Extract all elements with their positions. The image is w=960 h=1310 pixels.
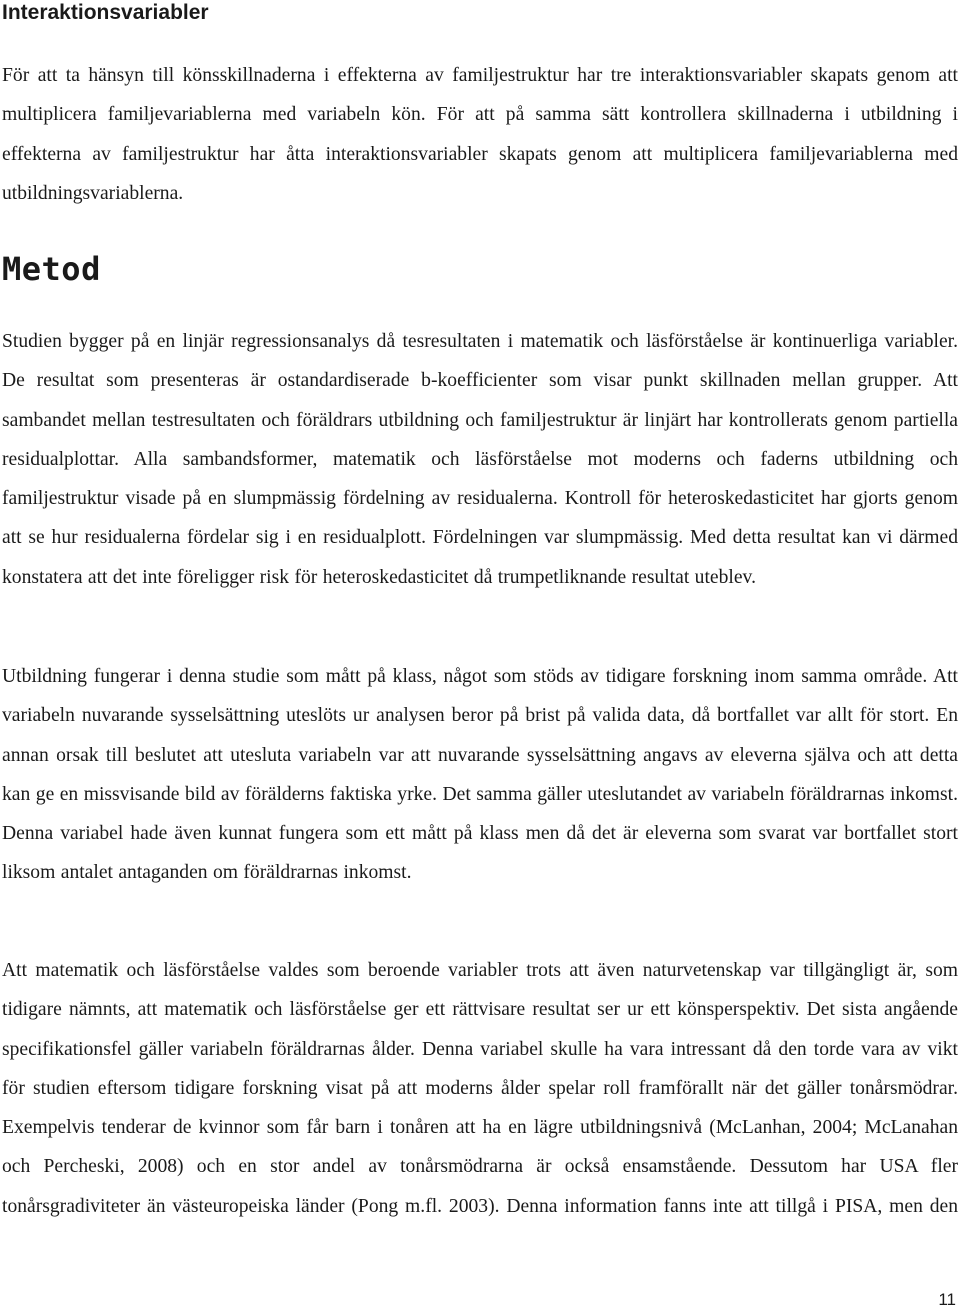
section-paragraph: För att ta hänsyn till könsskillnaderna i effekterna av familjestruktur har tre interaktionsvariabler skapats genom att multiplicera familjevariablerna med variabeln kön. För att på samma sätt kontrollera skillnaderna i utbildning i effekterna av familjestruktur har åtta interaktionsvariabler skapats genom att multiplicera familjevariablerna med utbildningsvariablerna. — [2, 65, 958, 204]
paragraph-method-3: Att matematik och läsförståelse valdes som beroende variabler trots att även naturvetenskap var tillgängligt är, som tidigare nämnts, att matematik och läsförståelse ger ett rättvisare resultat ser ur ett könsperspektiv. Det sista angående specifikationsfel gäller variabeln föräldrarnas ålder. Denna variabel skulle ha vara intressant då den torde vara av vikt för studien eftersom tidigare forskning visat på att moderns ålder spelar roll framförallt när det gäller tonårsmödrar. Exempelvis tenderar de kvinnor som får barn i tonåren att ha en lägre utbildningsnivå (McLanhan, 2004; McLanahan och Percheski, 2008) och en stor andel av tonårsmödrarna är också ensamstående. Dessutom har USA fler tonårsgradiviteter än västeuropeiska länder (Pong m.fl. 2003). Denna information fanns inte att tillgå i PISA, men den — [2, 960, 958, 1217]
paragraph-method-1: Studien bygger på en linjär regressionsanalys då tesresultaten i matematik och läsförståelse är kontinuerliga variabler. De resultat som presenteras är ostandardiserade b-koefficienter som visar punkt skillnaden mellan grupper. Att sambandet mellan testresultaten och föräldrars utbildning och familjestruktur är linjärt har kontrollerats genom partiella residualplottar. Alla sambandsformer, matematik och läsförståelse mot moderns och faderns utbildning och familjestruktur visade på en slumpmässig fördelning av residualerna. Kontroll för heteroskedasticitet har gjorts genom att se hur residualerna fördelar sig i en residualplott. Fördelningen var slumpmässig. Med detta resultat kan vi därmed konstatera att det inte föreligger risk för heteroskedasticitet då trumpetliknande resultat uteblev. — [2, 331, 958, 588]
page-number: 11 — [938, 1290, 956, 1309]
section-heading: Interaktionsvariabler — [2, 1, 209, 24]
paragraph-method-2: Utbildning fungerar i denna studie som mått på klass, något som stöds av tidigare forskning inom samma område. Att variabeln nuvarande sysselsättning uteslöts ur analysen beror på brist på valida data, då bortfallet var allt för stort. En annan orsak till beslutet att utesluta variabeln var att nuvarande sysselsättning angavs av eleverna själva och att detta kan ge en missvisande bild av förälderns faktiska yrke. Det samma gäller uteslutandet av variabeln föräldrarnas inkomst. Denna variabel hade även kunnat fungera som ett mått på klass men då det är eleverna som svarat var bortfallet stort liksom antalet antaganden om föräldrarnas inkomst. — [2, 666, 958, 884]
main-heading: Metod — [2, 250, 101, 288]
